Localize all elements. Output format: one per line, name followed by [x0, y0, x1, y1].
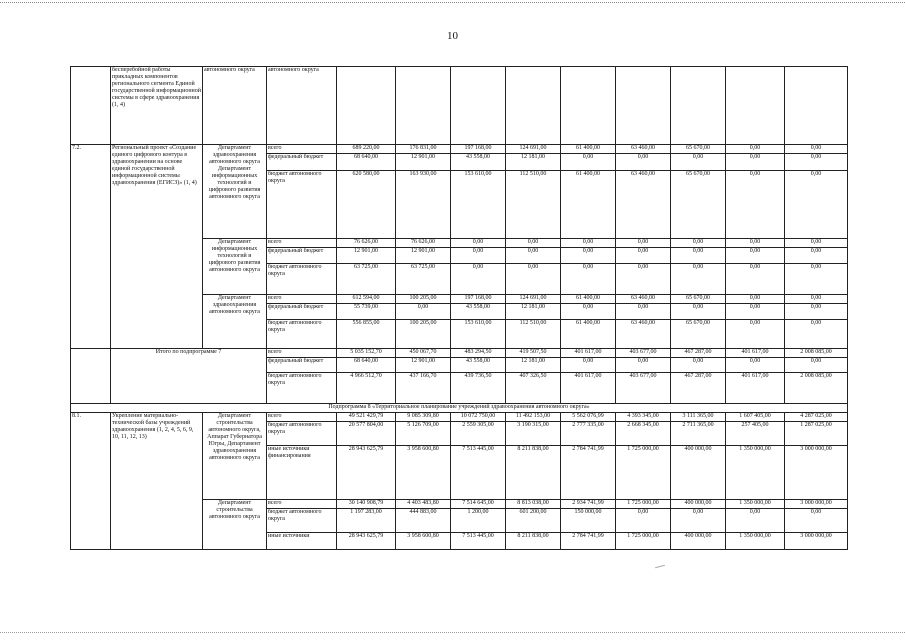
value-year: 0,00 — [726, 154, 785, 171]
value-year: 403 677,00 — [616, 373, 671, 404]
value-year: 0,00 — [726, 295, 785, 304]
scan-edge-bottom — [0, 632, 905, 633]
value-year: 7 513 445,00 — [451, 533, 506, 550]
value-year: 163 930,00 — [396, 171, 451, 239]
value-year: 43 558,00 — [451, 358, 506, 373]
value-total: 28 943 625,79 — [337, 533, 396, 550]
value-year: 124 691,00 — [506, 295, 561, 304]
value-year: 3 111 365,00 — [671, 413, 726, 422]
activity-name: Укрепление материально-технической базы учреждений здравоохранения (1, 2, 4, 5, 6, 9, 10, 11, 12, 13) — [111, 413, 203, 550]
value-year: 0,00 — [671, 509, 726, 533]
subprogram-heading: Подпрограмма 8 «Территориальное планирование учреждений здравоохранения автономного округа» — [71, 404, 848, 413]
value-year: 1 350 000,00 — [726, 500, 785, 509]
value-period: 0,00 — [785, 264, 848, 295]
funding-source: бюджет автономного округа — [267, 264, 337, 295]
value-period: 0,00 — [785, 248, 848, 264]
responsible-executor: Департамент здравоохранения автономного округа — [203, 295, 267, 349]
value-year: 0,00 — [616, 304, 671, 320]
value-year: 0,00 — [671, 154, 726, 171]
responsible-executor: Департамент строительства автономного округа, Аппарат Губернатора Югры, Департамент здравоохранения автономного округа — [203, 413, 267, 500]
value-year: 0,00 — [451, 248, 506, 264]
funding-source: федеральный бюджет — [267, 154, 337, 171]
value-year: 12 901,00 — [396, 358, 451, 373]
value-year: 176 831,00 — [396, 145, 451, 154]
value-total: 556 855,00 — [337, 320, 396, 349]
value-year: 100 205,00 — [396, 295, 451, 304]
value-year: 10 072 750,00 — [451, 413, 506, 422]
value-year: 403 677,00 — [616, 349, 671, 358]
value-year: 0,00 — [726, 358, 785, 373]
value-total: 68 640,00 — [337, 154, 396, 171]
value-year: 0,00 — [726, 248, 785, 264]
value-year: 150 000,00 — [561, 509, 616, 533]
value-total: 63 725,00 — [337, 264, 396, 295]
value-period: 1 287 025,00 — [785, 422, 848, 446]
value-year: 0,00 — [561, 154, 616, 171]
value-year: 197 168,00 — [451, 145, 506, 154]
value-year: 12 901,00 — [396, 248, 451, 264]
value-year: 1 350 000,00 — [726, 533, 785, 550]
value-year: 0,00 — [726, 320, 785, 349]
value-year: 0,00 — [726, 264, 785, 295]
value-period: 4 287 025,00 — [785, 413, 848, 422]
value-period: 3 000 000,00 — [785, 533, 848, 550]
funding-source: федеральный бюджет — [267, 304, 337, 320]
value-year: 601 200,00 — [506, 509, 561, 533]
value-year: 483 294,50 — [451, 349, 506, 358]
value-year: 61 400,00 — [561, 145, 616, 154]
value-year: 2 559 305,00 — [451, 422, 506, 446]
value-year: 0,00 — [561, 358, 616, 373]
value-year: 8 211 838,00 — [506, 446, 561, 500]
responsible-executor: автономного округа — [203, 67, 267, 145]
value-total: 55 739,00 — [337, 304, 396, 320]
value-year: 3 958 600,80 — [396, 446, 451, 500]
value-total: 5 035 152,70 — [337, 349, 396, 358]
value-total: 49 521 429,79 — [337, 413, 396, 422]
value-year: 419 507,50 — [506, 349, 561, 358]
value-year: 0,00 — [726, 145, 785, 154]
value-year: 3 958 600,80 — [396, 533, 451, 550]
value-period: 0,00 — [785, 145, 848, 154]
value-year: 2 784 741,99 — [561, 446, 616, 500]
value-year: 100 205,00 — [396, 320, 451, 349]
value-year: 1 350 000,00 — [726, 446, 785, 500]
funding-source: федеральный бюджет — [267, 358, 337, 373]
value-year: 0,00 — [726, 239, 785, 248]
value-year: 0,00 — [726, 304, 785, 320]
funding-source: федеральный бюджет — [267, 248, 337, 264]
value-year: 5 126 709,00 — [396, 422, 451, 446]
subprogram-total-label: Итого по подпрограмме 7 — [111, 349, 267, 404]
value-year: 1 725 000,00 — [616, 446, 671, 500]
value-year: 7 513 445,00 — [451, 446, 506, 500]
funding-source: бюджет автономного округа — [267, 373, 337, 404]
value-year: 401 617,00 — [561, 373, 616, 404]
value-year: 0,00 — [506, 264, 561, 295]
row-number — [71, 67, 111, 145]
value-year: 0,00 — [671, 358, 726, 373]
value-year: 61 400,00 — [561, 171, 616, 239]
value-year: 0,00 — [561, 304, 616, 320]
value-period: 3 000 000,00 — [785, 500, 848, 509]
value-period: 0,00 — [785, 304, 848, 320]
value-year: 61 400,00 — [561, 320, 616, 349]
funding-source: всего — [267, 500, 337, 509]
value-year: 5 562 076,99 — [561, 413, 616, 422]
value-year: 0,00 — [726, 509, 785, 533]
value-year: 0,00 — [671, 248, 726, 264]
responsible-executor: Департамент строительства автономного округа — [203, 500, 267, 550]
value-period: 0,00 — [785, 295, 848, 304]
value-period: 2 008 085,00 — [785, 349, 848, 358]
value-year: 1 725 000,00 — [616, 533, 671, 550]
value-year: 63 460,00 — [616, 320, 671, 349]
value-total: 4 966 512,70 — [337, 373, 396, 404]
value-year: 400 000,00 — [671, 446, 726, 500]
table-row — [71, 145, 848, 154]
value-year: 43 558,00 — [451, 304, 506, 320]
value-year: 0,00 — [561, 239, 616, 248]
value-year: 12 181,00 — [506, 358, 561, 373]
value-year: 11 492 153,00 — [506, 413, 561, 422]
value-year: 0,00 — [616, 358, 671, 373]
value-year: 0,00 — [506, 248, 561, 264]
value-period: 0,00 — [785, 509, 848, 533]
value-year: 437 166,70 — [396, 373, 451, 404]
funding-source: автономного округа — [267, 67, 337, 145]
value-year: 4 393 345,00 — [616, 413, 671, 422]
value-year: 0,00 — [671, 239, 726, 248]
value-year: 12 901,00 — [396, 154, 451, 171]
value-year: 65 670,00 — [671, 145, 726, 154]
value-total: 76 626,00 — [337, 239, 396, 248]
value-year: 0,00 — [726, 171, 785, 239]
funding-source: иные источники финансирования — [267, 446, 337, 500]
value-year: 0,00 — [616, 154, 671, 171]
value-year: 400 000,00 — [671, 500, 726, 509]
value-total: 30 140 908,79 — [337, 500, 396, 509]
value-total: 28 943 625,79 — [337, 446, 396, 500]
funding-source: всего — [267, 145, 337, 154]
value-year: 2 777 335,00 — [561, 422, 616, 446]
value-year: 0,00 — [506, 239, 561, 248]
table-row — [71, 349, 848, 358]
value-year: 0,00 — [616, 248, 671, 264]
subprogram-heading-row — [71, 404, 848, 413]
value-total: 1 197 283,00 — [337, 509, 396, 533]
value-year: 9 085 309,80 — [396, 413, 451, 422]
funding-source: всего — [267, 413, 337, 422]
value-year: 0,00 — [396, 304, 451, 320]
value-year: 0,00 — [616, 509, 671, 533]
responsible-executor: Департамент информационных технологий и цифрового развития автономного округа — [203, 239, 267, 295]
value-year: 63 460,00 — [616, 145, 671, 154]
table-row — [71, 413, 848, 422]
budget-table — [70, 66, 848, 550]
value-year: 65 670,00 — [671, 320, 726, 349]
value-year: 8 211 838,00 — [506, 533, 561, 550]
value-year: 112 510,00 — [506, 320, 561, 349]
value-year: 12 181,00 — [506, 304, 561, 320]
value-year: 257 405,00 — [726, 422, 785, 446]
funding-source: бюджет автономного округа — [267, 422, 337, 446]
funding-source: иные источники — [267, 533, 337, 550]
value-year: 65 670,00 — [671, 295, 726, 304]
value-year: 153 610,00 — [451, 320, 506, 349]
value-year: 0,00 — [561, 248, 616, 264]
table-row — [71, 67, 848, 145]
value-total: 20 577 804,00 — [337, 422, 396, 446]
value-year: 63 725,00 — [396, 264, 451, 295]
value-year: 467 287,00 — [671, 373, 726, 404]
value-year: 0,00 — [451, 239, 506, 248]
scan-mark — [655, 565, 665, 568]
funding-source: всего — [267, 349, 337, 358]
funding-source: всего — [267, 295, 337, 304]
value-year: 153 610,00 — [451, 171, 506, 239]
value-year: 63 460,00 — [616, 295, 671, 304]
value-year: 0,00 — [671, 264, 726, 295]
value-year: 1 607 405,00 — [726, 413, 785, 422]
value-period: 0,00 — [785, 239, 848, 248]
value-year: 3 190 315,00 — [506, 422, 561, 446]
value-year: 0,00 — [616, 264, 671, 295]
funding-source: бюджет автономного округа — [267, 171, 337, 239]
value-year: 7 514 645,00 — [451, 500, 506, 509]
value-period: 0,00 — [785, 154, 848, 171]
value-year: 0,00 — [451, 264, 506, 295]
value-year: 401 617,00 — [726, 373, 785, 404]
value-year: 401 617,00 — [561, 349, 616, 358]
row-number: 7.2. — [71, 145, 111, 349]
value-period: 0,00 — [785, 320, 848, 349]
value-year: 0,00 — [561, 264, 616, 295]
funding-source: всего — [267, 239, 337, 248]
value-year: 4 403 483,80 — [396, 500, 451, 509]
value-year: 124 691,00 — [506, 145, 561, 154]
value-year: 2 711 365,00 — [671, 422, 726, 446]
value-year: 63 460,00 — [616, 171, 671, 239]
activity-name: бесперебойной работы прикладных компонентов регионального сегмента Единой государственной информационной системы в сфере здравоохранения (1, 4) — [111, 67, 203, 145]
value-year: 0,00 — [671, 304, 726, 320]
value-year: 65 670,00 — [671, 171, 726, 239]
value-year: 2 784 741,99 — [561, 533, 616, 550]
responsible-executor: Департамент здравоохранения автономного округа Департамент информационных технологий и цифрового развития автономного округа — [203, 145, 267, 239]
value-total: 689 220,00 — [337, 145, 396, 154]
value-year: 439 736,50 — [451, 373, 506, 404]
value-year: 43 558,00 — [451, 154, 506, 171]
scan-edge-top — [0, 2, 905, 3]
row-number: 8.1. — [71, 413, 111, 550]
row-number — [71, 349, 111, 358]
value-period: 0,00 — [785, 358, 848, 373]
value-period: 0,00 — [785, 171, 848, 239]
value-total: 68 640,00 — [337, 358, 396, 373]
value-year: 407 326,50 — [506, 373, 561, 404]
value-year: 450 067,70 — [396, 349, 451, 358]
value-total: 612 594,00 — [337, 295, 396, 304]
value-total: 12 901,00 — [337, 248, 396, 264]
funding-source: бюджет автономного округа — [267, 320, 337, 349]
value-year: 1 725 000,00 — [616, 500, 671, 509]
value-period: 2 008 085,00 — [785, 373, 848, 404]
value-year: 197 168,00 — [451, 295, 506, 304]
value-year: 1 200,00 — [451, 509, 506, 533]
value-year: 2 668 345,00 — [616, 422, 671, 446]
value-year: 0,00 — [616, 239, 671, 248]
value-year: 8 813 038,00 — [506, 500, 561, 509]
value-year: 2 934 741,99 — [561, 500, 616, 509]
value-year: 112 510,00 — [506, 171, 561, 239]
value-total: 620 580,00 — [337, 171, 396, 239]
value-year: 12 181,00 — [506, 154, 561, 171]
value-year: 400 000,00 — [671, 533, 726, 550]
funding-source: бюджет автономного округа — [267, 509, 337, 533]
value-year: 444 883,00 — [396, 509, 451, 533]
page-number: 10 — [447, 30, 458, 42]
value-year: 401 617,00 — [726, 349, 785, 358]
value-year: 61 400,00 — [561, 295, 616, 304]
activity-name: Региональный проект «Создание единого цифрового контура в здравоохранении на основе единой государственной информационной системы здравоохранения (ЕГИСЗ)» (1, 4) — [111, 145, 203, 349]
value-year: 76 626,00 — [396, 239, 451, 248]
value-period: 3 000 000,00 — [785, 446, 848, 500]
value-year: 467 287,00 — [671, 349, 726, 358]
